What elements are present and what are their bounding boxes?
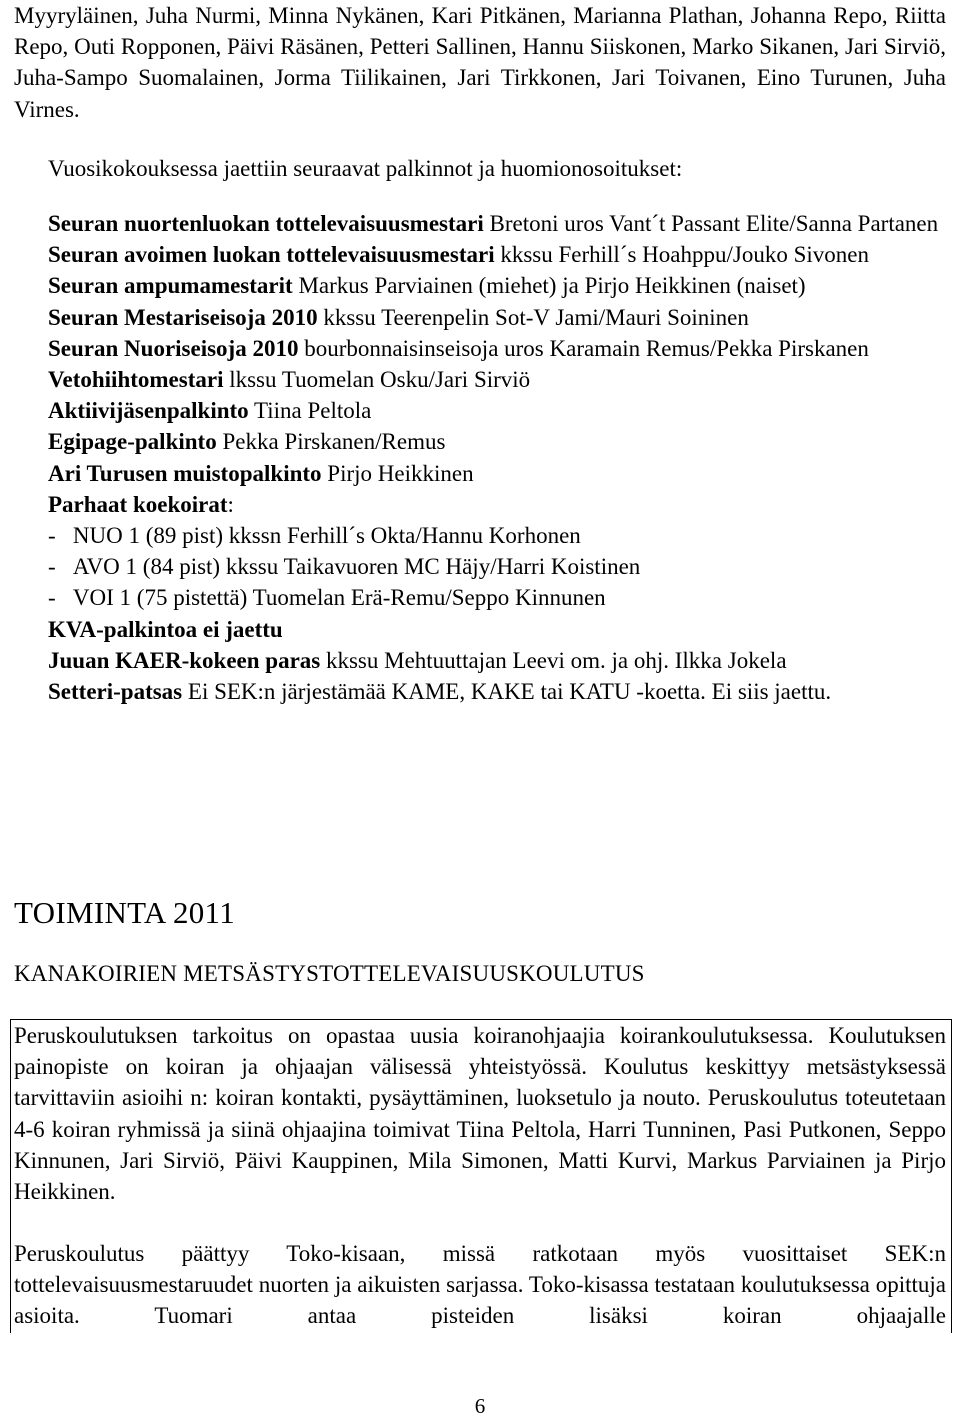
award-title: Parhaat koekoirat bbox=[48, 491, 228, 517]
award-value: Pirjo Heikkinen bbox=[327, 460, 474, 486]
award-value: : bbox=[227, 491, 234, 517]
award-title: Setteri-patsas bbox=[48, 679, 183, 705]
award-title: Aktiivijäsenpalkinto bbox=[48, 398, 249, 424]
award-title: Seuran nuortenluokan tottelevaisuusmestari bbox=[48, 211, 484, 236]
frame-right-border bbox=[951, 1019, 952, 1333]
award-item bbox=[48, 614, 946, 645]
list-item bbox=[48, 551, 946, 582]
list-dash: - bbox=[48, 585, 56, 611]
award-item bbox=[48, 364, 946, 395]
award-item bbox=[48, 489, 946, 520]
award-item bbox=[48, 676, 946, 707]
award-title: Juuan KAER-kokeen paras bbox=[48, 647, 321, 673]
page-number: 6 bbox=[474, 1394, 486, 1418]
award-value: bourbonnaisinseisoja uros Karamain Remus/Pekka Pirskanen bbox=[304, 335, 869, 361]
award-title: Ari Turusen muistopalkinto bbox=[48, 460, 322, 486]
list-dash: - bbox=[48, 554, 56, 580]
award-value: Pekka Pirskanen/Remus bbox=[222, 429, 446, 455]
section-subheading: KANAKOIRIEN METSÄSTYSTOTTELEVAISUUSKOULUTUS bbox=[14, 961, 645, 986]
names-paragraph: Myyryläinen, Juha Nurmi, Minna Nykänen, Kari Pitkänen, Marianna Plathan, Johanna Repo, Riitta Repo, Outi Ropponen, Päivi Räsänen, Petteri Sallinen, Hannu Siiskonen, Marko Sikanen, Jari Sirviö, Juha-Sampo Suomalainen, Jorma Tiilikainen, Jari Tirkkonen, Jari Toivanen, Eino Turunen, Juha Virnes. bbox=[14, 3, 946, 122]
training-paragraph-1: Peruskoulutuksen tarkoitus on opastaa uusia koiranohjaajia koirankoulutuksessa. Koulutuksen painopiste on koiran ja ohjaajan välisessä yhteistyössä. Koulutus keskittyy metsästyksessä tarvittaviin asioihi n: koiran kontakti, pysäyttäminen, luoksetulo ja nouto. Peruskoulutus toteutetaan 4-6 koiran ryhmissä ja siinä ohjaajina toimivat Tiina Peltola, Harri Tunninen, Pasi Putkonen, Seppo Kinnunen, Jari Sirviö, Päivi Kauppinen, Mila Simonen, Matti Kurvi, Markus Parviainen ja Pirjo Heikkinen. bbox=[14, 1023, 946, 1205]
award-item bbox=[48, 239, 946, 270]
award-title: Vetohiihtomestari bbox=[48, 367, 224, 393]
award-value: kkssu Ferhill´s Hoahppu/Jouko Sivonen bbox=[500, 242, 869, 268]
award-item bbox=[48, 458, 946, 489]
list-item bbox=[48, 582, 946, 613]
award-item bbox=[48, 426, 946, 457]
award-value: Ei SEK:n järjestämää KAME, KAKE tai KATU -koetta. Ei siis jaettu. bbox=[187, 679, 832, 705]
award-item bbox=[48, 395, 946, 426]
awards-lead: Vuosikokouksessa jaettiin seuraavat palkinnot ja huomionosoitukset: bbox=[48, 156, 683, 181]
award-title: Seuran Mestariseisoja 2010 bbox=[48, 304, 318, 330]
best-dog-entry: AVO 1 (84 pist) kkssu Taikavuoren MC Häjy/Harri Koistinen bbox=[72, 554, 641, 580]
awards-list bbox=[48, 208, 946, 707]
award-title: KVA-palkintoa ei jaettu bbox=[48, 616, 283, 642]
award-value: Tiina Peltola bbox=[254, 398, 372, 424]
award-item bbox=[48, 270, 946, 301]
best-dog-entry: NUO 1 (89 pist) kkssn Ferhill´s Okta/Hannu Korhonen bbox=[72, 523, 581, 549]
award-title: Seuran Nuoriseisoja 2010 bbox=[48, 335, 299, 361]
best-dog-entry: VOI 1 (75 pistettä) Tuomelan Erä-Remu/Seppo Kinnunen bbox=[72, 585, 606, 611]
award-item bbox=[48, 302, 946, 333]
award-value: Bretoni uros Vant´t Passant Elite/Sanna Partanen bbox=[489, 211, 939, 236]
award-value: kkssu Teerenpelin Sot-V Jami/Mauri Soininen bbox=[323, 304, 749, 330]
award-title: Seuran avoimen luokan tottelevaisuusmestari bbox=[48, 242, 495, 268]
award-item bbox=[48, 333, 946, 364]
frame-left-border bbox=[10, 1019, 11, 1333]
award-title: Egipage-palkinto bbox=[48, 429, 217, 455]
award-title: Seuran ampumamestarit bbox=[48, 273, 293, 299]
award-value: kkssu Mehtuuttajan Leevi om. ja ohj. Ilkka Jokela bbox=[325, 647, 787, 673]
training-paragraph-2: Peruskoulutus päättyy Toko-kisaan, missä ratkotaan myös vuosittaiset SEK:n tottelevaisuusmestaruudet nuorten ja aikuisten sarjassa. Toko-kisassa testataan koulutuksessa opittuja asioita. Tuomari antaa pisteiden lisäksi koiran ohjaajalle bbox=[14, 1241, 946, 1329]
award-value: Markus Parviainen (miehet) ja Pirjo Heikkinen (naiset) bbox=[298, 273, 806, 299]
award-item bbox=[48, 645, 946, 676]
list-item bbox=[48, 520, 946, 551]
list-dash: - bbox=[48, 523, 56, 549]
section-heading: TOIMINTA 2011 bbox=[14, 895, 235, 930]
award-item bbox=[48, 208, 946, 239]
award-value: lkssu Tuomelan Osku/Jari Sirviö bbox=[229, 367, 531, 393]
